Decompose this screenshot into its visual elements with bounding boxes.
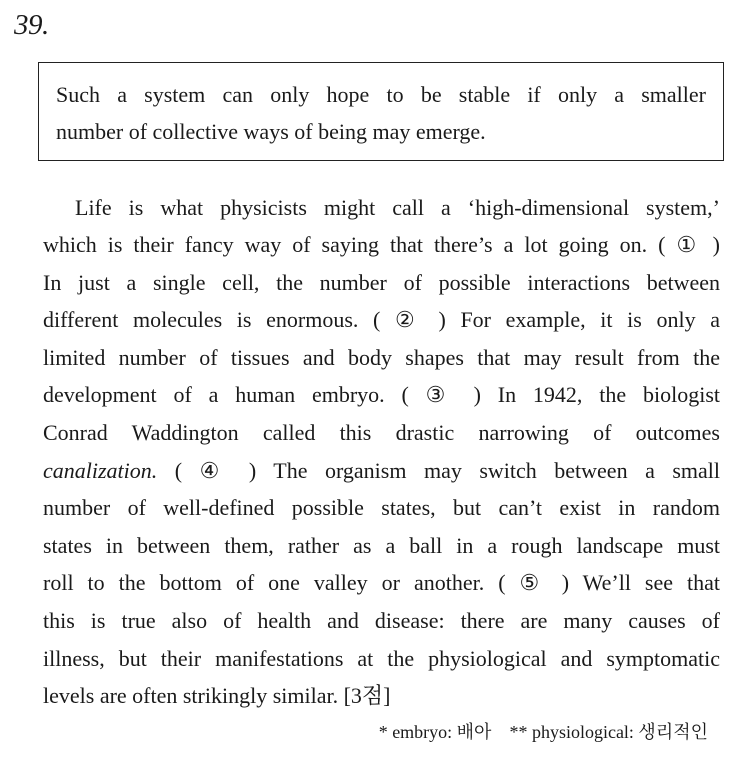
given-sentence-box — [38, 62, 724, 161]
passage-line-11: roll to the bottom of one valley or another. ( ⑤ ) We’ll see that — [43, 570, 720, 595]
passage-line-1: Life is what physicists might call a ‘high-dimensional system,’ — [75, 195, 720, 220]
passage-line-6: development of a human embryo. ( ③ ) In 1942, the biologist — [43, 382, 720, 407]
question-number: 39. — [14, 9, 49, 41]
passage-line-9: number of well-defined possible states, but can’t exist in random — [43, 495, 720, 520]
passage-line-3: In just a single cell, the number of possible interactions between — [43, 270, 720, 295]
passage-line-10: states in between them, rather as a ball in a rough landscape must — [43, 533, 720, 558]
passage-line-12: this is true also of health and disease: there are many causes of — [43, 608, 720, 633]
footnote-text: * embryo: 배아 ** physiological: 생리적인 — [378, 722, 708, 742]
given-sentence-line-2: number of collective ways of being may emerge. — [56, 119, 486, 144]
passage-line-2: which is their fancy way of saying that there’s a lot going on. ( ① ) — [43, 232, 720, 257]
passage-line-8 — [43, 457, 720, 485]
passage-line-14: levels are often strikingly similar. [3점] — [43, 683, 391, 708]
passage-line-4: different molecules is enormous. ( ② ) For example, it is only a — [43, 307, 720, 332]
term-canalization: canalization. — [43, 458, 158, 483]
passage-line-7: Conrad Waddington called this drastic narrowing of outcomes — [43, 420, 720, 445]
passage-line-5: limited number of tissues and body shapes that may result from the — [43, 345, 720, 370]
footnote — [379, 720, 708, 744]
passage-line-8-rest: ( ④ ) The organism may switch between a small — [157, 458, 720, 483]
given-sentence-line-1: Such a system can only hope to be stable if only a smaller — [56, 82, 706, 107]
passage-line-13: illness, but their manifestations at the physiological and symptomatic — [43, 646, 720, 671]
